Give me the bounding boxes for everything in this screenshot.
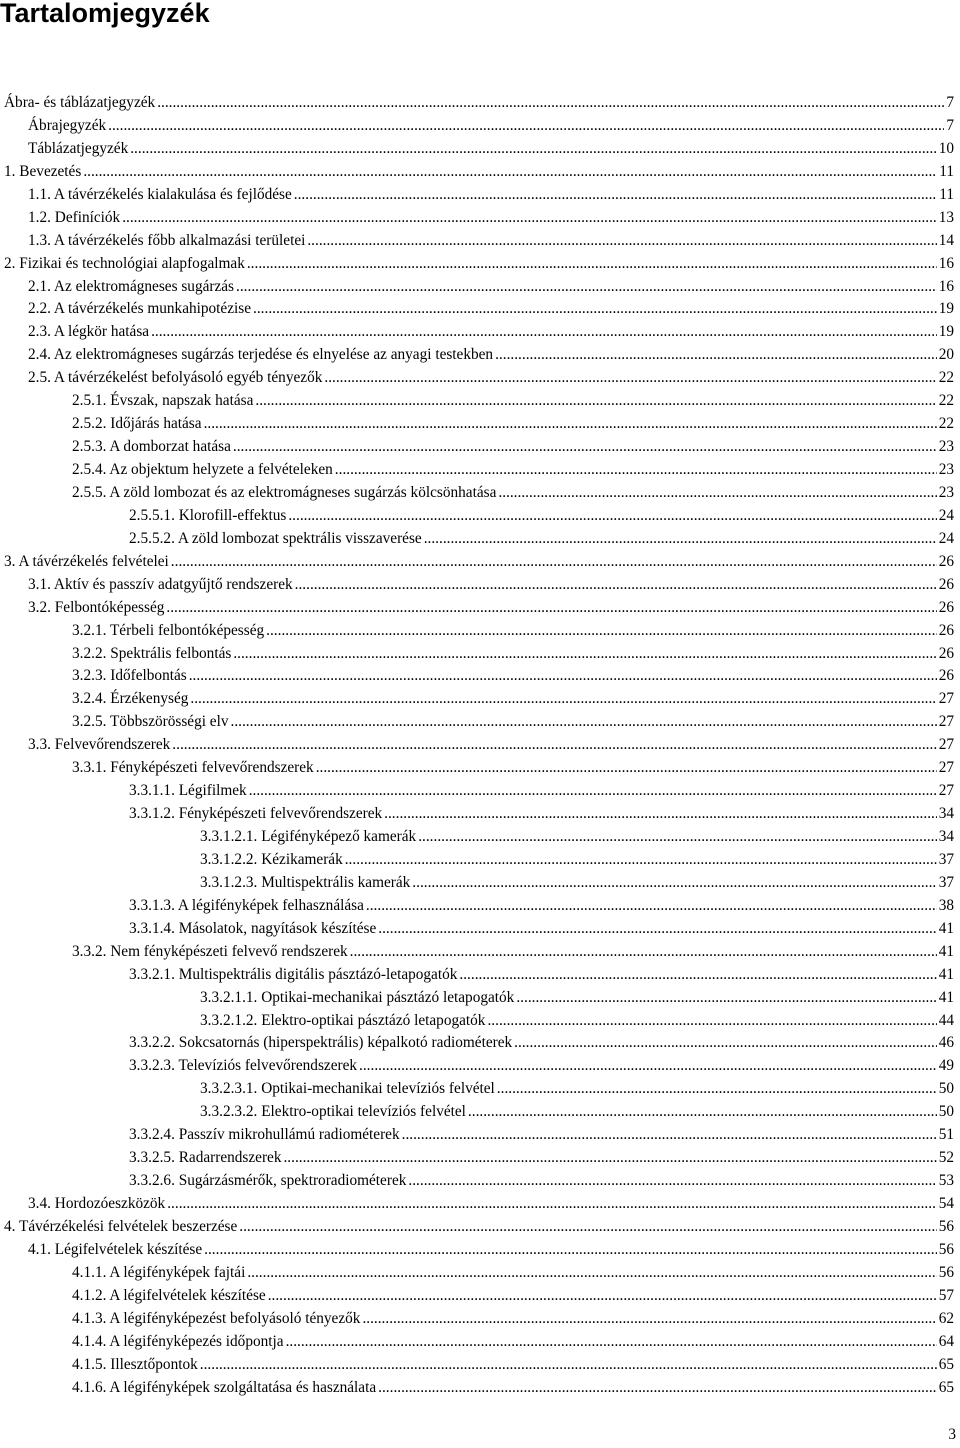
toc-entry[interactable] — [0, 688, 954, 711]
toc-entry-title: 3.4. Hordozóeszközök — [28, 1195, 166, 1212]
toc-entry-title: 3.3.1.1. Légifilmek — [129, 782, 247, 800]
toc-entry[interactable] — [0, 1285, 954, 1308]
toc-dot-leader — [247, 1262, 936, 1285]
toc-entry-title: 3.3. Felvevőrendszerek — [28, 736, 171, 754]
toc-entry[interactable] — [0, 551, 954, 574]
toc-dot-leader — [189, 665, 937, 688]
toc-entry[interactable] — [0, 803, 954, 826]
toc-entry[interactable] — [0, 987, 954, 1010]
toc-entry-title: 1. Bevezetés — [4, 162, 82, 180]
toc-entry-title: 3.2.2. Spektrális felbontás — [72, 644, 232, 662]
toc-entry-title: 4.1.2. A légifelvételek készítése — [72, 1286, 266, 1304]
toc-dot-leader — [283, 1147, 936, 1170]
toc-entry-title: 1.1. A távérzékelés kialakulása és fejlődése — [28, 185, 292, 203]
toc-entry-page: 23 — [938, 438, 954, 456]
toc-entry-title: 2.4. Az elektromágneses sugárzás terjedése és elnyelése az anyagi testekben — [28, 346, 494, 364]
toc-entry[interactable] — [0, 528, 954, 551]
toc-entry-title: 3.1. Aktív és passzív adatgyűjtő rendszerek — [28, 575, 293, 593]
toc-entry-title: 2.5.5. A zöld lombozat és az elektromágneses sugárzás kölcsönhatása — [72, 483, 497, 501]
toc-entry-page: 23 — [938, 461, 954, 478]
toc-entry-page: 23 — [938, 483, 954, 501]
toc-entry[interactable] — [0, 964, 954, 987]
toc-dot-leader — [497, 1078, 937, 1101]
toc-entry-page: 27 — [938, 713, 954, 731]
toc-dot-leader — [268, 1285, 937, 1308]
toc-entry-title: 3.2.4. Érzékenység — [72, 690, 189, 708]
toc-entry[interactable] — [0, 1216, 954, 1239]
toc-entry-page: 19 — [938, 323, 954, 341]
toc-entry-title: 3.3.2.1.1. Optikai-mechanikai pásztázó letapogatók — [200, 988, 515, 1006]
toc-entry-title: 3.3.2.3. Televíziós felvevőrendszerek — [129, 1057, 358, 1075]
toc-entry-page: 22 — [938, 369, 954, 387]
toc-dot-leader — [200, 1354, 937, 1377]
toc-entry[interactable] — [0, 597, 954, 620]
toc-entry[interactable] — [0, 1147, 954, 1170]
toc-entry-page: 44 — [938, 1011, 954, 1029]
toc-entry-page: 41 — [938, 919, 954, 937]
toc-entry[interactable] — [0, 298, 954, 321]
toc-entry-page: 54 — [938, 1195, 954, 1212]
toc-entry[interactable] — [0, 436, 954, 459]
toc-entry-title: 3. A távérzékelés felvételei — [4, 552, 169, 570]
toc-entry-page: 41 — [938, 988, 954, 1006]
toc-entry-title: 3.2. Felbontóképesség — [28, 598, 165, 616]
toc-entry[interactable] — [0, 184, 954, 207]
toc-dot-leader — [167, 1193, 936, 1216]
toc-entry-title: 4.1.3. A légifényképezést befolyásoló tényezők — [72, 1309, 361, 1327]
toc-entry-title: 3.2.3. Időfelbontás — [72, 667, 187, 685]
toc-entry[interactable] — [0, 1032, 954, 1055]
toc-entry-page: 26 — [938, 644, 954, 662]
toc-entry-title: Ábra- és táblázatjegyzék — [4, 94, 156, 111]
toc-dot-leader — [418, 826, 937, 849]
toc-dot-leader — [408, 1170, 936, 1193]
toc-entry[interactable] — [0, 207, 954, 230]
toc-entry-page: 26 — [938, 552, 954, 570]
toc-entry-page: 57 — [938, 1286, 954, 1304]
toc-entry-page: 26 — [938, 621, 954, 639]
toc-entry[interactable] — [0, 505, 954, 528]
toc-entry-page: 38 — [938, 896, 954, 914]
toc-dot-leader — [359, 1055, 937, 1078]
toc-dot-leader — [366, 895, 937, 918]
toc-entry-title: 3.3.2.5. Radarrendszerek — [129, 1149, 282, 1167]
toc-entry[interactable] — [0, 1055, 954, 1078]
toc-entry[interactable] — [0, 276, 954, 299]
toc-entry[interactable] — [0, 620, 954, 643]
toc-entry[interactable] — [0, 1331, 954, 1354]
toc-entry[interactable] — [0, 321, 954, 344]
table-of-contents — [0, 92, 954, 1399]
toc-entry-title: 3.2.5. Többszörösségi elv — [72, 713, 229, 731]
toc-entry-title: 3.3.2.4. Passzív mikrohullámú radiométerek — [129, 1126, 400, 1144]
toc-entry-page: 51 — [938, 1126, 954, 1144]
toc-entry-title: 3.3.1.2.2. Kézikamerák — [200, 850, 343, 868]
toc-entry-title: 4.1. Légifelvételek készítése — [28, 1240, 203, 1258]
toc-dot-leader — [204, 1239, 937, 1262]
toc-entry-title: 3.3.1.4. Másolatok, nagyítások készítése — [129, 919, 377, 937]
toc-dot-leader — [294, 184, 937, 207]
toc-entry-page: 62 — [938, 1309, 954, 1327]
toc-entry[interactable] — [0, 872, 954, 895]
toc-entry[interactable] — [0, 138, 954, 161]
toc-entry-title: 2.5. A távérzékelést befolyásoló egyéb tényezők — [28, 369, 323, 387]
toc-entry[interactable] — [0, 757, 954, 780]
toc-dot-leader — [324, 367, 936, 390]
toc-entry[interactable] — [0, 1101, 954, 1124]
toc-entry[interactable] — [0, 1010, 954, 1033]
toc-entry-page: 7 — [946, 116, 954, 134]
toc-dot-leader — [516, 987, 936, 1010]
toc-dot-leader — [468, 1101, 937, 1124]
toc-dot-leader — [157, 92, 944, 115]
toc-entry-title: 2.5.4. Az objektum helyzete a felvételeken — [72, 461, 333, 478]
toc-dot-leader — [307, 230, 936, 253]
toc-entry[interactable] — [0, 459, 954, 482]
toc-entry[interactable] — [0, 574, 954, 597]
toc-dot-leader — [122, 207, 937, 230]
toc-dot-leader — [239, 1216, 936, 1239]
toc-dot-leader — [190, 688, 936, 711]
toc-entry-title: 3.3.2.3.2. Elektro-optikai televíziós felvétel — [200, 1103, 466, 1121]
toc-dot-leader — [253, 298, 937, 321]
toc-entry[interactable] — [0, 344, 954, 367]
toc-entry[interactable] — [0, 1078, 954, 1101]
toc-entry-title: Ábrajegyzék — [28, 116, 107, 134]
toc-dot-leader — [316, 757, 937, 780]
toc-entry-page: 11 — [939, 185, 954, 203]
toc-dot-leader — [295, 574, 937, 597]
toc-entry[interactable] — [0, 780, 954, 803]
toc-entry-page: 56 — [938, 1217, 954, 1235]
toc-entry-title: 2.3. A légkör hatása — [28, 323, 150, 341]
toc-entry-title: 3.3.1.2.1. Légifényképező kamerák — [200, 828, 417, 845]
toc-entry-title: 2.5.5.2. A zöld lombozat spektrális visszaverése — [129, 529, 422, 547]
toc-entry[interactable] — [0, 826, 954, 849]
toc-dot-leader — [362, 1308, 936, 1331]
toc-entry-page: 56 — [938, 1263, 954, 1281]
toc-entry-page: 27 — [938, 759, 954, 777]
page-number: 3 — [948, 1426, 956, 1443]
toc-entry-title: 2.5.1. Évszak, napszak hatása — [72, 392, 254, 410]
toc-entry-title: 2.2. A távérzékelés munkahipotézise — [28, 300, 252, 318]
toc-dot-leader — [378, 918, 936, 941]
toc-entry[interactable] — [0, 918, 954, 941]
toc-entry-title: 2.5.2. Időjárás hatása — [72, 415, 202, 433]
toc-dot-leader — [384, 803, 937, 826]
toc-entry[interactable] — [0, 1170, 954, 1193]
toc-entry-page: 34 — [938, 828, 954, 845]
toc-entry[interactable] — [0, 390, 954, 413]
toc-entry-page: 41 — [938, 942, 954, 960]
toc-entry-page: 13 — [938, 208, 954, 226]
toc-dot-leader — [249, 780, 937, 803]
toc-entry-page: 46 — [938, 1034, 954, 1052]
toc-entry-page: 10 — [938, 139, 954, 157]
toc-entry-page: 24 — [938, 529, 954, 547]
toc-entry[interactable] — [0, 230, 954, 253]
toc-dot-leader — [166, 597, 936, 620]
toc-dot-leader — [151, 321, 937, 344]
toc-entry[interactable] — [0, 643, 954, 666]
toc-entry-title: 2.5.5.1. Klorofill-effektus — [129, 506, 287, 524]
toc-entry-title: 3.3.2.1.2. Elektro-optikai pásztázó letapogatók — [200, 1011, 486, 1029]
toc-entry-page: 50 — [938, 1080, 954, 1098]
toc-entry[interactable] — [0, 413, 954, 436]
toc-entry[interactable] — [0, 1308, 954, 1331]
toc-entry-page: 22 — [938, 392, 954, 410]
toc-dot-leader — [350, 941, 937, 964]
toc-entry-title: 2.5.3. A domborzat hatása — [72, 438, 231, 456]
toc-entry-title: 3.3.1.2. Fényképészeti felvevőrendszerek — [129, 805, 383, 823]
page-title: Tartalomjegyzék — [0, 0, 210, 28]
toc-dot-leader — [130, 138, 936, 161]
toc-dot-leader — [514, 1032, 937, 1055]
toc-entry-page: 16 — [938, 254, 954, 272]
toc-entry[interactable] — [0, 895, 954, 918]
toc-dot-leader — [288, 505, 936, 528]
toc-entry[interactable] — [0, 711, 954, 734]
toc-entry-page: 26 — [938, 575, 954, 593]
toc-dot-leader — [247, 253, 937, 276]
toc-dot-leader — [412, 872, 936, 895]
toc-dot-leader — [172, 734, 936, 757]
toc-dot-leader — [236, 276, 937, 299]
toc-entry[interactable] — [0, 253, 954, 276]
toc-dot-leader — [498, 482, 936, 505]
toc-entry-title: 4.1.1. A légifényképek fajtái — [72, 1263, 246, 1281]
toc-entry[interactable] — [0, 1239, 954, 1262]
toc-dot-leader — [233, 643, 936, 666]
toc-dot-leader — [83, 161, 937, 184]
toc-entry-page: 26 — [938, 667, 954, 685]
toc-dot-leader — [266, 620, 937, 643]
toc-entry-page: 11 — [939, 162, 954, 180]
toc-entry-title: 3.3.1.3. A légifényképek felhasználása — [129, 896, 364, 914]
toc-entry[interactable] — [0, 1354, 954, 1377]
toc-entry-page: 27 — [938, 690, 954, 708]
toc-entry-title: 2. Fizikai és technológiai alapfogalmak — [4, 254, 245, 272]
toc-dot-leader — [487, 1010, 936, 1033]
toc-entry-title: 4.1.6. A légifényképek szolgáltatása és használata — [72, 1378, 377, 1396]
toc-entry-page: 37 — [938, 850, 954, 868]
toc-entry-page: 56 — [938, 1240, 954, 1258]
toc-dot-leader — [459, 964, 936, 987]
toc-entry-page: 20 — [938, 346, 954, 364]
toc-dot-leader — [335, 459, 937, 482]
toc-entry-page: 34 — [938, 805, 954, 823]
toc-dot-leader — [204, 413, 937, 436]
toc-entry-title: 4.1.4. A légifényképezés időpontja — [72, 1332, 284, 1350]
toc-entry[interactable] — [0, 161, 954, 184]
toc-entry-page: 22 — [938, 415, 954, 433]
toc-dot-leader — [108, 115, 944, 138]
toc-entry-page: 50 — [938, 1103, 954, 1121]
toc-dot-leader — [378, 1377, 937, 1400]
toc-entry-page: 24 — [938, 506, 954, 524]
toc-entry[interactable] — [0, 1262, 954, 1285]
toc-entry-title: 3.3.2.1. Multispektrális digitális pásztázó-letapogatók — [129, 965, 458, 983]
toc-entry-page: 7 — [946, 94, 954, 111]
toc-entry-title: 2.1. Az elektromágneses sugárzás — [28, 277, 235, 295]
toc-entry[interactable] — [0, 92, 954, 115]
toc-entry-page: 64 — [938, 1332, 954, 1350]
toc-entry[interactable] — [0, 115, 954, 138]
toc-entry-title: 1.3. A távérzékelés főbb alkalmazási területei — [28, 231, 306, 249]
toc-entry-page: 37 — [938, 873, 954, 891]
toc-entry-title: 3.3.2. Nem fényképészeti felvevő rendszerek — [72, 942, 348, 960]
toc-entry-page: 53 — [938, 1172, 954, 1190]
toc-dot-leader — [255, 390, 936, 413]
toc-dot-leader — [233, 436, 937, 459]
toc-entry-page: 27 — [938, 736, 954, 754]
toc-entry-page: 16 — [938, 277, 954, 295]
toc-entry[interactable] — [0, 367, 954, 390]
toc-entry-title: 3.2.1. Térbeli felbontóképesség — [72, 621, 265, 639]
toc-entry-title: 1.2. Definíciók — [28, 208, 121, 226]
toc-dot-leader — [231, 711, 937, 734]
toc-entry-title: Táblázatjegyzék — [28, 139, 129, 157]
toc-dot-leader — [286, 1331, 937, 1354]
toc-entry-title: 3.3.2.6. Sugárzásmérők, spektroradiométerek — [129, 1172, 407, 1190]
toc-entry[interactable] — [0, 849, 954, 872]
toc-entry[interactable] — [0, 734, 954, 757]
toc-entry[interactable] — [0, 1193, 954, 1216]
toc-entry-page: 26 — [938, 598, 954, 616]
toc-dot-leader — [424, 528, 937, 551]
toc-entry-page: 65 — [938, 1355, 954, 1373]
toc-dot-leader — [495, 344, 937, 367]
toc-dot-leader — [171, 551, 937, 574]
toc-entry-title: 3.3.2.3.1. Optikai-mechanikai televíziós felvétel — [200, 1080, 495, 1098]
toc-entry[interactable] — [0, 482, 954, 505]
toc-entry[interactable] — [0, 665, 954, 688]
toc-entry[interactable] — [0, 941, 954, 964]
toc-entry-title: 3.3.2.2. Sokcsatornás (hiperspektrális) képalkotó radiométerek — [129, 1034, 513, 1052]
toc-entry-page: 52 — [938, 1149, 954, 1167]
toc-entry-page: 19 — [938, 300, 954, 318]
toc-entry[interactable] — [0, 1377, 954, 1400]
toc-dot-leader — [402, 1124, 937, 1147]
toc-entry-title: 4.1.5. Illesztőpontok — [72, 1355, 198, 1373]
toc-entry-page: 14 — [938, 231, 954, 249]
toc-entry-title: 3.3.1.2.3. Multispektrális kamerák — [200, 873, 411, 891]
toc-entry-page: 65 — [938, 1378, 954, 1396]
toc-entry-page: 27 — [938, 782, 954, 800]
toc-dot-leader — [345, 849, 937, 872]
toc-entry[interactable] — [0, 1124, 954, 1147]
toc-entry-title: 3.3.1. Fényképészeti felvevőrendszerek — [72, 759, 314, 777]
toc-entry-page: 49 — [938, 1057, 954, 1075]
toc-entry-title: 4. Távérzékelési felvételek beszerzése — [4, 1217, 238, 1235]
toc-entry-page: 41 — [938, 965, 954, 983]
